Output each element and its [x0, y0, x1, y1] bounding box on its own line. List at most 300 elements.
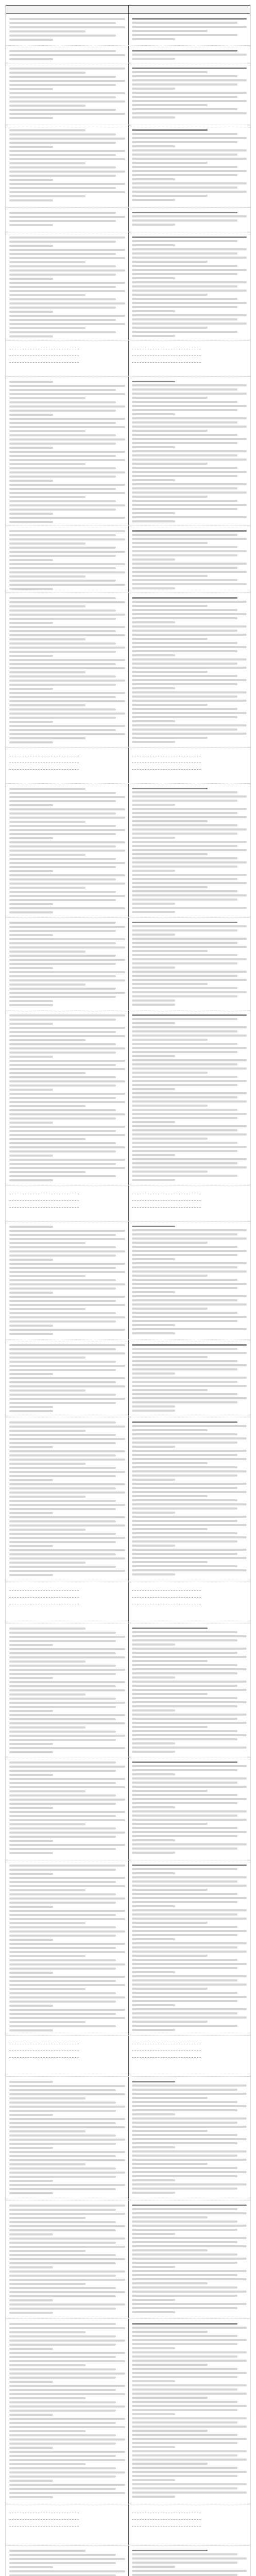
- text-line-placeholder: [9, 837, 53, 839]
- text-line-placeholder: [132, 1076, 238, 1078]
- text-line-placeholder: [9, 39, 53, 41]
- text-line-placeholder: [9, 1656, 125, 1658]
- text-line-placeholder: [9, 72, 86, 74]
- text-line-placeholder: [9, 2397, 86, 2399]
- text-line-placeholder: [9, 496, 86, 498]
- text-line-placeholder: [132, 463, 208, 465]
- text-line-placeholder: [132, 2483, 247, 2485]
- text-line-placeholder: [132, 467, 238, 469]
- text-line-placeholder: [132, 1344, 247, 1346]
- text-line-placeholder: [9, 2426, 125, 2428]
- text-line-placeholder: [9, 1487, 116, 1489]
- text-line-placeholder: [9, 410, 116, 412]
- text-line-placeholder: [9, 1060, 125, 1062]
- text-line-placeholder: [132, 1963, 247, 1965]
- text-line-placeholder: [9, 721, 53, 723]
- text-line-placeholder: [132, 2475, 238, 2477]
- text-line-placeholder: [132, 911, 176, 913]
- text-line-placeholder: [9, 1790, 86, 1792]
- text-line-placeholder: [132, 2430, 208, 2432]
- text-line-placeholder: [132, 162, 208, 164]
- text-line-placeholder: [132, 1996, 247, 1998]
- text-line-placeholder: [9, 2418, 125, 2420]
- blank-entry-line: [132, 765, 201, 770]
- text-line-placeholder: [132, 1790, 208, 1792]
- text-line-placeholder: [9, 488, 116, 490]
- text-line-placeholder: [132, 1320, 238, 1322]
- text-line-placeholder: [9, 393, 125, 395]
- text-line-placeholder: [9, 543, 86, 545]
- text-line-placeholder: [9, 471, 125, 473]
- clause-row: [6, 2504, 250, 2546]
- text-line-placeholder: [9, 2213, 125, 2215]
- text-line-placeholder: [132, 2487, 238, 2489]
- text-line-placeholder: [132, 1014, 247, 1016]
- text-line-placeholder: [132, 1777, 247, 1780]
- text-line-placeholder: [9, 1296, 125, 1298]
- text-line-placeholder: [9, 187, 116, 189]
- text-line-placeholder: [132, 2376, 238, 2378]
- text-line-placeholder: [9, 1516, 125, 1518]
- text-line-placeholder: [132, 1885, 247, 1887]
- text-line-placeholder: [9, 2389, 116, 2391]
- text-line-placeholder: [9, 2291, 125, 2293]
- text-line-placeholder: [132, 30, 208, 32]
- text-line-placeholder: [9, 580, 116, 582]
- text-line-placeholder: [132, 886, 208, 888]
- text-line-placeholder: [9, 808, 125, 810]
- text-line-placeholder: [9, 2348, 53, 2350]
- text-line-placeholder: [9, 521, 53, 523]
- original-clause-cell: [6, 2200, 128, 2318]
- text-line-placeholder: [9, 422, 116, 424]
- text-line-placeholder: [132, 1652, 238, 1654]
- text-line-placeholder: [9, 2151, 125, 2153]
- text-line-placeholder: [9, 2139, 125, 2141]
- blank-entry-line: [132, 1190, 201, 1194]
- text-line-placeholder: [9, 405, 125, 408]
- text-line-placeholder: [9, 1693, 86, 1696]
- text-line-placeholder: [9, 1076, 116, 1078]
- text-line-placeholder: [132, 302, 247, 304]
- text-line-placeholder: [132, 1129, 238, 1131]
- text-line-placeholder: [9, 1832, 125, 1834]
- text-line-placeholder: [132, 938, 247, 940]
- text-line-placeholder: [9, 708, 116, 710]
- text-line-placeholder: [9, 517, 125, 519]
- text-line-placeholder: [9, 2377, 116, 2379]
- text-line-placeholder: [9, 175, 116, 177]
- text-line-placeholder: [132, 646, 247, 648]
- text-line-placeholder: [132, 1747, 247, 1749]
- text-line-placeholder: [9, 1463, 86, 1465]
- text-line-placeholder: [132, 621, 176, 623]
- text-line-placeholder: [9, 1803, 116, 1805]
- text-line-placeholder: [9, 2275, 116, 2277]
- text-line-placeholder: [132, 224, 176, 226]
- text-line-placeholder: [132, 2550, 208, 2551]
- text-line-placeholder: [9, 129, 86, 131]
- text-line-placeholder: [132, 857, 238, 859]
- text-line-placeholder: [132, 2303, 247, 2305]
- text-line-placeholder: [132, 2216, 208, 2218]
- text-line-placeholder: [9, 1320, 116, 1323]
- text-line-placeholder: [132, 2351, 247, 2353]
- text-line-placeholder: [132, 327, 208, 329]
- text-line-placeholder: [132, 219, 238, 222]
- text-line-placeholder: [9, 1897, 125, 1900]
- text-line-placeholder: [132, 925, 247, 927]
- amended-clause-cell: [128, 1010, 250, 1185]
- original-clause-cell: [6, 2077, 128, 2200]
- text-line-placeholder: [132, 2109, 238, 2111]
- text-line-placeholder: [9, 1179, 53, 1181]
- clause-row: [6, 748, 250, 784]
- text-line-placeholder: [9, 988, 116, 990]
- text-line-placeholder: [132, 273, 238, 275]
- text-line-placeholder: [9, 154, 116, 156]
- text-line-placeholder: [9, 1471, 125, 1473]
- text-line-placeholder: [132, 1512, 176, 1514]
- text-line-placeholder: [9, 1080, 125, 1082]
- text-line-placeholder: [9, 2410, 116, 2412]
- text-line-placeholder: [9, 2488, 116, 2490]
- text-line-placeholder: [9, 447, 53, 449]
- text-line-placeholder: [9, 1570, 125, 1572]
- text-line-placeholder: [9, 212, 116, 214]
- text-line-placeholder: [132, 1088, 176, 1090]
- text-line-placeholder: [9, 2217, 86, 2219]
- text-line-placeholder: [9, 1263, 125, 1265]
- text-line-placeholder: [9, 2455, 116, 2457]
- text-line-placeholder: [132, 314, 247, 316]
- text-line-placeholder: [9, 1344, 125, 1346]
- text-line-placeholder: [132, 166, 238, 168]
- text-line-placeholder: [9, 630, 116, 632]
- text-line-placeholder: [132, 413, 176, 415]
- text-line-placeholder: [132, 75, 238, 77]
- text-line-placeholder: [132, 995, 238, 997]
- amended-clause-cell: [128, 918, 250, 1010]
- column-header-amended: [128, 6, 250, 13]
- text-line-placeholder: [9, 1369, 116, 1371]
- text-line-placeholder: [9, 1250, 125, 1252]
- text-line-placeholder: [132, 1364, 247, 1366]
- clause-row: [6, 1860, 250, 2036]
- blank-entry-line: [9, 1586, 79, 1591]
- text-line-placeholder: [132, 306, 238, 308]
- text-line-placeholder: [132, 2192, 176, 2194]
- clause-row: [6, 1417, 250, 1582]
- text-line-placeholder: [9, 696, 116, 698]
- text-line-placeholder: [9, 1426, 125, 1428]
- clause-row: [6, 784, 250, 918]
- text-line-placeholder: [9, 2167, 116, 2170]
- text-line-placeholder: [132, 2570, 247, 2572]
- text-line-placeholder: [9, 1968, 116, 1970]
- text-line-placeholder: [9, 597, 116, 599]
- amended-clause-cell: [128, 1582, 250, 1623]
- text-line-placeholder: [9, 979, 125, 981]
- text-line-placeholder: [132, 141, 238, 143]
- clause-row: [6, 593, 250, 748]
- text-line-placeholder: [9, 1529, 86, 1531]
- text-line-placeholder: [9, 389, 116, 391]
- text-line-placeholder: [9, 179, 53, 181]
- text-line-placeholder: [9, 1381, 116, 1383]
- text-line-placeholder: [132, 2343, 238, 2345]
- amended-clause-cell: [128, 526, 250, 592]
- text-line-placeholder: [9, 926, 125, 928]
- text-line-placeholder: [132, 567, 238, 569]
- text-line-placeholder: [9, 1747, 125, 1749]
- text-line-placeholder: [132, 100, 247, 102]
- text-line-placeholder: [132, 1328, 247, 1330]
- text-line-placeholder: [9, 618, 116, 620]
- text-line-placeholder: [9, 942, 116, 944]
- text-line-placeholder: [132, 454, 238, 456]
- text-line-placeholder: [132, 1266, 238, 1268]
- text-line-placeholder: [132, 133, 238, 135]
- text-line-placeholder: [132, 1004, 176, 1006]
- text-line-placeholder: [9, 1446, 53, 1448]
- text-line-placeholder: [9, 2025, 116, 2027]
- text-line-placeholder: [132, 2434, 238, 2436]
- text-line-placeholder: [132, 1557, 247, 1559]
- text-line-placeholder: [132, 277, 176, 279]
- text-line-placeholder: [9, 1113, 125, 1115]
- text-line-placeholder: [9, 1972, 53, 1974]
- text-line-placeholder: [132, 2413, 176, 2415]
- text-line-placeholder: [132, 2463, 208, 2465]
- text-line-placeholder: [132, 421, 238, 423]
- text-line-placeholder: [132, 1171, 208, 1173]
- amended-clause-cell: [128, 2200, 250, 2318]
- text-line-placeholder: [9, 22, 116, 24]
- blank-entry-line: [132, 1196, 201, 1201]
- text-line-placeholder: [132, 1549, 247, 1551]
- text-line-placeholder: [132, 1059, 247, 1061]
- text-line-placeholder: [132, 240, 238, 242]
- text-line-placeholder: [9, 955, 116, 957]
- text-line-placeholder: [132, 1254, 238, 1256]
- blank-entry-line: [132, 358, 201, 363]
- text-line-placeholder: [132, 281, 247, 283]
- text-line-placeholder: [132, 2426, 247, 2428]
- text-line-placeholder: [132, 558, 176, 561]
- text-line-placeholder: [9, 1549, 125, 1551]
- text-line-placeholder: [132, 1819, 247, 1821]
- text-line-placeholder: [9, 1770, 116, 1772]
- text-line-placeholder: [9, 2238, 125, 2240]
- text-line-placeholder: [9, 1056, 53, 1058]
- text-line-placeholder: [132, 2130, 208, 2132]
- text-line-placeholder: [132, 1377, 247, 1379]
- text-line-placeholder: [132, 1275, 208, 1277]
- text-line-placeholder: [132, 137, 247, 139]
- text-line-placeholder: [132, 716, 238, 718]
- text-line-placeholder: [132, 658, 247, 660]
- text-line-placeholder: [9, 1632, 116, 1634]
- text-line-placeholder: [9, 1068, 125, 1070]
- text-line-placeholder: [9, 2114, 53, 2116]
- text-line-placeholder: [132, 96, 238, 98]
- text-line-placeholder: [9, 588, 53, 590]
- text-line-placeholder: [9, 911, 53, 913]
- blank-entry-line: [9, 358, 79, 363]
- text-line-placeholder: [9, 1394, 116, 1396]
- text-line-placeholder: [9, 1000, 53, 1002]
- text-line-placeholder: [132, 438, 247, 440]
- text-line-placeholder: [132, 26, 247, 28]
- text-line-placeholder: [9, 1677, 53, 1679]
- text-line-placeholder: [9, 1442, 116, 1444]
- text-line-placeholder: [9, 484, 125, 486]
- text-line-placeholder: [132, 1466, 238, 1468]
- text-line-placeholder: [132, 158, 247, 160]
- text-line-placeholder: [132, 1238, 247, 1240]
- text-line-placeholder: [132, 384, 247, 386]
- original-clause-cell: [6, 526, 128, 592]
- text-line-placeholder: [132, 298, 238, 300]
- text-line-placeholder: [9, 812, 116, 815]
- text-line-placeholder: [132, 520, 176, 522]
- text-line-placeholder: [9, 18, 125, 20]
- text-line-placeholder: [9, 1731, 116, 1733]
- blank-entry-line: [132, 1203, 201, 1208]
- original-clause-cell: [6, 2546, 128, 2576]
- text-line-placeholder: [9, 236, 125, 239]
- text-line-placeholder: [9, 2188, 116, 2190]
- text-line-placeholder: [132, 2241, 238, 2243]
- text-line-placeholder: [9, 224, 53, 226]
- text-line-placeholder: [9, 1109, 116, 1111]
- text-line-placeholder: [132, 1516, 247, 1518]
- text-line-placeholder: [9, 2176, 116, 2178]
- text-line-placeholder: [132, 1705, 238, 1707]
- amended-clause-cell: [128, 1623, 250, 1757]
- amended-clause-cell: [128, 208, 250, 232]
- text-line-placeholder: [9, 1524, 125, 1527]
- text-line-placeholder: [132, 1162, 238, 1164]
- text-line-placeholder: [132, 2097, 208, 2099]
- text-line-placeholder: [132, 546, 238, 548]
- text-line-placeholder: [132, 1689, 247, 1691]
- text-line-placeholder: [132, 1786, 247, 1788]
- text-line-placeholder: [9, 2225, 125, 2227]
- text-line-placeholder: [132, 2205, 247, 2206]
- text-line-placeholder: [9, 680, 125, 682]
- text-line-placeholder: [132, 958, 247, 960]
- blank-entry-line: [9, 1593, 79, 1598]
- text-line-placeholder: [132, 2368, 238, 2370]
- text-line-placeholder: [132, 1287, 238, 1289]
- text-line-placeholder: [9, 1373, 53, 1375]
- text-line-placeholder: [9, 1483, 125, 1485]
- text-line-placeholder: [9, 634, 125, 636]
- clause-row: [6, 2200, 250, 2319]
- text-line-placeholder: [9, 1669, 125, 1671]
- text-line-placeholder: [132, 496, 208, 498]
- clause-row: [6, 2077, 250, 2200]
- text-line-placeholder: [132, 2155, 238, 2157]
- text-line-placeholder: [9, 2246, 125, 2248]
- amended-clause-cell: [128, 125, 250, 207]
- text-line-placeholder: [132, 269, 247, 271]
- text-line-placeholder: [9, 2344, 116, 2346]
- text-line-placeholder: [9, 667, 125, 669]
- text-line-placeholder: [132, 492, 247, 494]
- text-line-placeholder: [9, 307, 116, 309]
- text-line-placeholder: [9, 1084, 116, 1087]
- text-line-placeholder: [9, 1648, 125, 1650]
- text-line-placeholder: [132, 1942, 247, 1944]
- text-line-placeholder: [132, 1047, 247, 1049]
- text-line-placeholder: [9, 2492, 125, 2494]
- text-line-placeholder: [132, 1631, 238, 1633]
- text-line-placeholder: [9, 2368, 116, 2370]
- original-clause-cell: [6, 1222, 128, 1340]
- text-line-placeholder: [9, 2467, 116, 2469]
- text-line-placeholder: [9, 1031, 116, 1033]
- text-line-placeholder: [9, 688, 53, 690]
- text-line-placeholder: [132, 922, 238, 923]
- text-line-placeholder: [132, 2138, 247, 2140]
- text-line-placeholder: [132, 2295, 238, 2297]
- text-line-placeholder: [9, 1848, 116, 1850]
- text-line-placeholder: [132, 2122, 238, 2124]
- text-line-placeholder: [9, 584, 125, 586]
- comparison-table: [6, 5, 250, 2576]
- text-line-placeholder: [9, 455, 116, 457]
- text-line-placeholder: [132, 1876, 247, 1878]
- text-line-placeholder: [132, 2307, 238, 2309]
- text-line-placeholder: [9, 967, 53, 969]
- text-line-placeholder: [9, 426, 125, 428]
- text-line-placeholder: [132, 38, 176, 40]
- text-line-placeholder: [9, 476, 116, 478]
- text-line-placeholder: [9, 2393, 125, 2395]
- text-line-placeholder: [132, 1105, 208, 1107]
- text-line-placeholder: [9, 1287, 116, 1290]
- text-line-placeholder: [132, 2347, 176, 2349]
- original-clause-cell: [6, 46, 128, 63]
- text-line-placeholder: [132, 1018, 238, 1020]
- text-line-placeholder: [9, 216, 125, 218]
- text-line-placeholder: [9, 323, 125, 325]
- original-clause-cell: [6, 232, 128, 340]
- text-line-placeholder: [132, 2179, 176, 2181]
- text-line-placeholder: [9, 1325, 53, 1327]
- amended-clause-cell: [128, 2036, 250, 2076]
- text-line-placeholder: [132, 2163, 208, 2165]
- text-line-placeholder: [132, 2225, 247, 2227]
- text-line-placeholder: [132, 2421, 238, 2424]
- amended-clause-cell: [128, 1222, 250, 1340]
- text-line-placeholder: [9, 1786, 125, 1788]
- text-line-placeholder: [9, 2283, 86, 2285]
- text-line-placeholder: [132, 170, 247, 172]
- text-line-placeholder: [132, 1397, 247, 1399]
- text-line-placeholder: [9, 195, 86, 197]
- text-line-placeholder: [9, 792, 116, 794]
- text-line-placeholder: [132, 1693, 208, 1695]
- original-clause-cell: [6, 1185, 128, 1221]
- text-line-placeholder: [9, 2299, 53, 2301]
- text-line-placeholder: [132, 261, 208, 263]
- text-line-placeholder: [132, 1656, 247, 1658]
- text-line-placeholder: [132, 1446, 176, 1448]
